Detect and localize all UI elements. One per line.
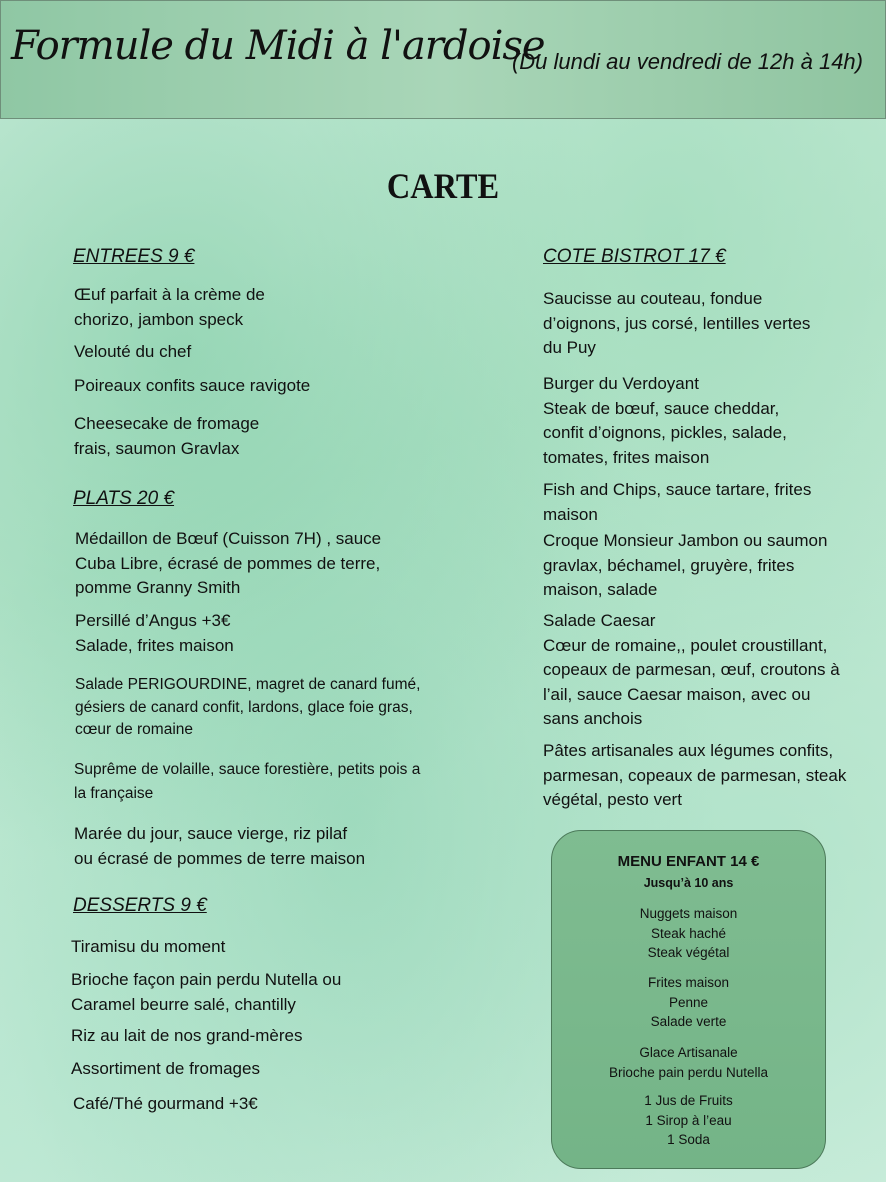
plat-item: Médaillon de Bœuf (Cuisson 7H) , sauce Cuba Libre, écrasé de pommes de terre, pomme Granny Smith xyxy=(75,529,382,597)
entree-item: Œuf parfait à la crème de chorizo, jambon speck xyxy=(74,285,265,329)
bistrot-item: Burger du Verdoyant Steak de bœuf, sauce cheddar, confit d’oignons, pickles, salade, tomates, frites maison xyxy=(543,374,787,467)
plats-heading: PLATS 20 € xyxy=(73,488,175,509)
header-hours: (Du lundi au vendredi de 12h à 14h) xyxy=(511,49,863,74)
menu-enfant-group: Glace Artisanale Brioche pain perdu Nutella xyxy=(608,1045,769,1080)
menu-enfant-box xyxy=(551,830,826,1169)
plat-item: Marée du jour, sauce vierge, riz pilaf ou écrasé de pommes de terre maison xyxy=(74,824,366,868)
bistrot-item: Fish and Chips, sauce tartare, frites maison xyxy=(543,480,812,524)
plat-item: Persillé d’Angus +3€ Salade, frites maison xyxy=(75,611,234,655)
dessert-item: Tiramisu du moment xyxy=(71,937,226,956)
menu-enfant-subtitle: Jusqu’à 10 ans xyxy=(643,876,734,890)
bistrot-item: Pâtes artisanales aux légumes confits, parmesan, copeaux de parmesan, steak végétal, pesto vert xyxy=(543,741,847,809)
bistrot-item: Salade Caesar Cœur de romaine,, poulet croustillant, copeaux de parmesan, œuf, croutons à l’ail, sauce Caesar maison, avec ou sans anchois xyxy=(543,611,840,728)
menu-enfant-group: Frites maison Penne Salade verte xyxy=(647,975,730,1029)
entree-item: Velouté du chef xyxy=(74,342,192,361)
dessert-item: Café/Thé gourmand +3€ xyxy=(73,1094,258,1113)
entrees-heading: ENTREES 9 € xyxy=(73,246,195,267)
bistrot-item: Croque Monsieur Jambon ou saumon gravlax, béchamel, gruyère, frites maison, salade xyxy=(543,531,828,599)
dessert-item: Riz au lait de nos grand-mères xyxy=(71,1026,303,1045)
plat-item: Suprême de volaille, sauce forestière, petits pois a la française xyxy=(74,761,421,802)
dessert-item: Brioche façon pain perdu Nutella ou Caramel beurre salé, chantilly xyxy=(71,970,342,1014)
menu-enfant-title: MENU ENFANT 14 € xyxy=(617,853,760,870)
plat-item: Salade PERIGOURDINE, magret de canard fumé, gésiers de canard confit, lardons, glace foie gras, cœur de romaine xyxy=(75,676,421,738)
header-title: Formule du Midi à l'ardoise xyxy=(11,23,545,69)
dessert-item: Assortiment de fromages xyxy=(71,1059,260,1078)
desserts-heading: DESSERTS 9 € xyxy=(73,895,207,916)
menu-enfant-group: Nuggets maison Steak haché Steak végétal xyxy=(639,906,738,960)
bistrot-item: Saucisse au couteau, fondue d’oignons, jus corsé, lentilles vertes du Puy xyxy=(543,289,811,357)
entree-item: Poireaux confits sauce ravigote xyxy=(74,376,311,395)
header-banner xyxy=(0,0,886,119)
bistrot-heading: COTE BISTROT 17 € xyxy=(543,246,726,267)
entree-item: Cheesecake de fromage frais, saumon Gravlax xyxy=(74,414,260,458)
carte-title: CARTE xyxy=(386,166,500,206)
menu-enfant-group: 1 Jus de Fruits 1 Sirop à l’eau 1 Soda xyxy=(644,1093,733,1147)
